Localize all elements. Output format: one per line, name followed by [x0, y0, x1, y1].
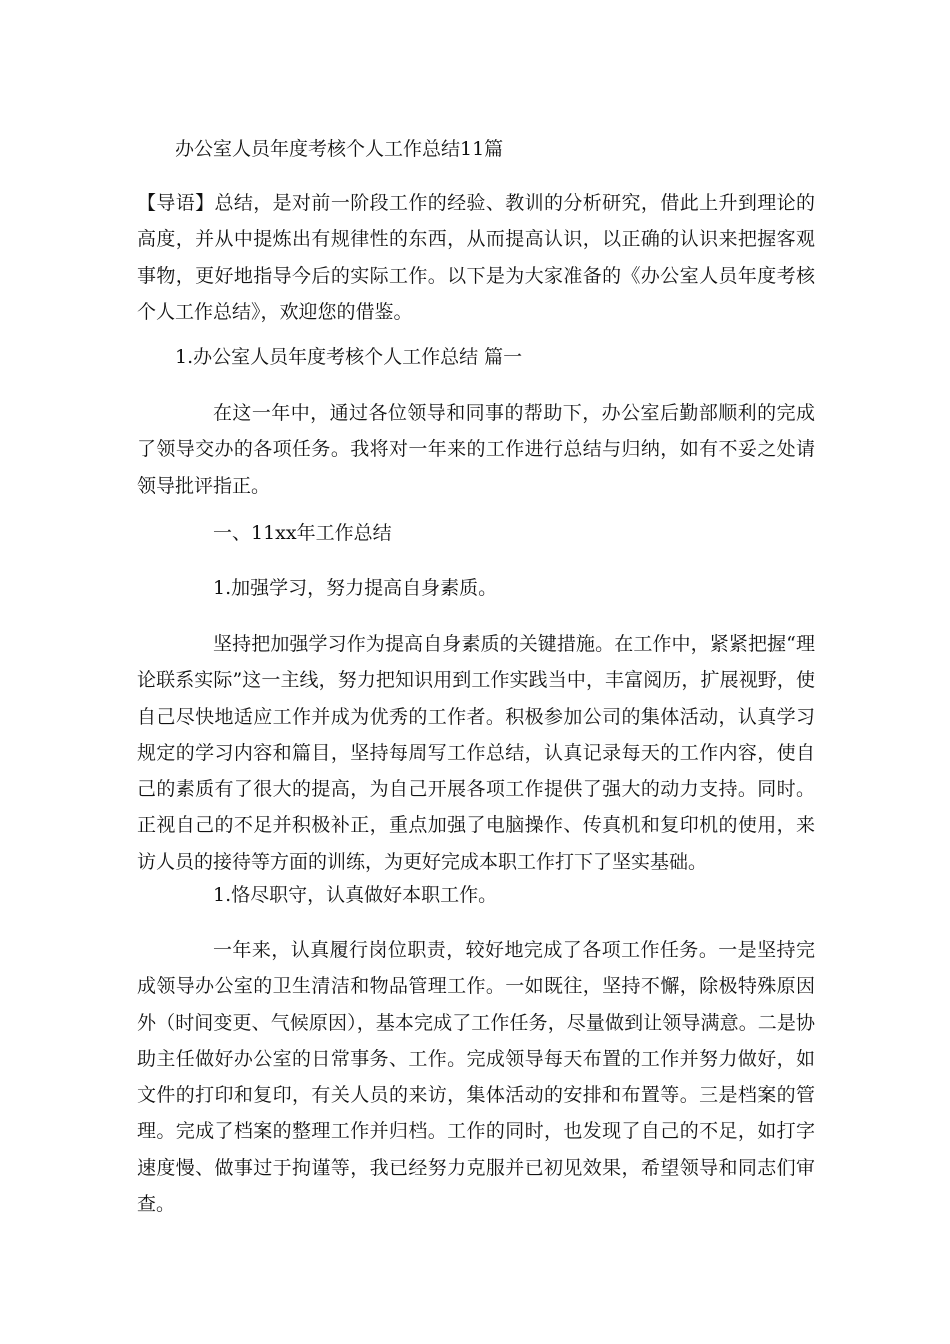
study-paragraph: 坚持把加强学习作为提高自身素质的关键措施。在工作中，紧紧把握“理论联系实际”这一主线，努力把知识用到工作实践当中，丰富阅历，扩展视野，使自己尽快地适应工作并成为优秀的工作者。积极参加公司的集体活动，认真学习规定的学习内容和篇目，坚持每周写工作总结，认真记录每天的工作内容，使自己的素质有了很大的提高，为自己开展各项工作提供了强大的动力支持。同时。正视自己的不足并积极补正，重点加强了电脑操作、传真机和复印机的使用，来访人员的接待等方面的训练，为更好完成本职工作打下了坚实基础。 [137, 633, 815, 873]
opening-paragraph: 在这一年中，通过各位领导和同事的帮助下，办公室后勤部顺利的完成了领导交办的各项任务。我将对一年来的工作进行总结与归纳，如有不妥之处请领导批评指正。 [137, 402, 815, 497]
intro-paragraph: 【导语】总结，是对前一阶段工作的经验、教训的分析研究，借此上升到理论的高度，并从中提炼出有规律性的东西，从而提高认识，以正确的认识来把握客观事物，更好地指导今后的实际工作。以下是为大家准备的《办公室人员年度考核个人工作总结》，欢迎您的借鉴。 [137, 192, 815, 323]
study-heading: 1.加强学习，努力提高自身素质。 [213, 577, 498, 599]
document-title: 办公室人员年度考核个人工作总结11篇 [175, 138, 504, 160]
duty-heading: 1.恪尽职守，认真做好本职工作。 [213, 884, 498, 906]
duty-paragraph: 一年来，认真履行岗位职责，较好地完成了各项工作任务。一是坚持完成领导办公室的卫生清洁和物品管理工作。一如既往，坚持不懈，除极特殊原因外（时间变更、气候原因），基本完成了工作任务，尽量做到让领导满意。二是协助主任做好办公室的日常事务、工作。完成领导每天布置的工作并努力做好，如文件的打印和复印，有关人员的来访，集体活动的安排和布置等。三是档案的管理。完成了档案的整理工作并归档。工作的同时，也发现了自己的不足，如打字速度慢、做事过于拘谨等，我已经努力克服并已初见效果，希望领导和同志们审查。 [137, 939, 815, 1216]
year-summary-heading: 一、11xx年工作总结 [213, 522, 392, 544]
section-heading: 1.办公室人员年度考核个人工作总结 篇一 [175, 346, 523, 368]
